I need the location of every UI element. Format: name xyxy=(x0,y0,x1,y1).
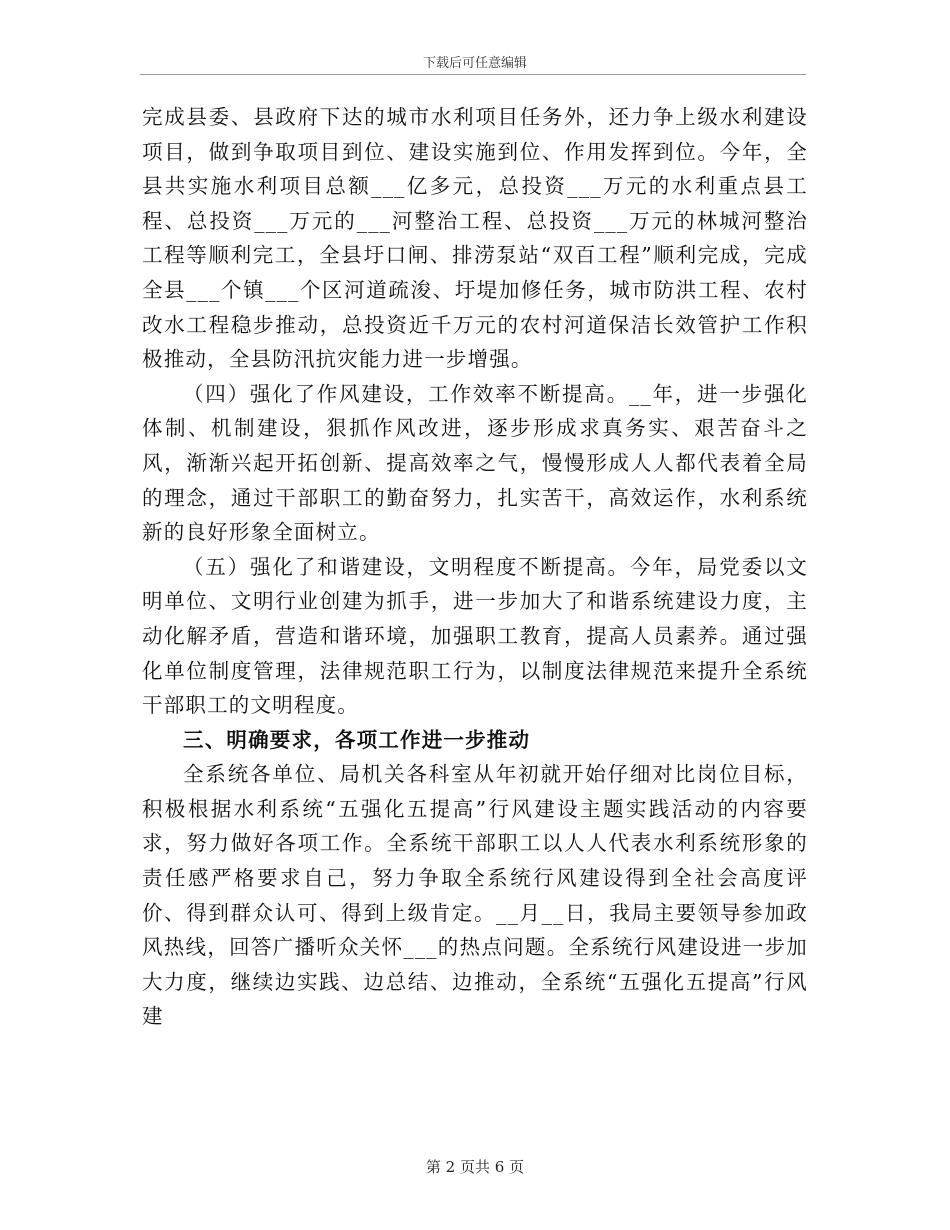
paragraph-section-3-body: 全系统各单位、局机关各科室从年初就开始仔细对比岗位目标，积极根据水利系统“五强化五提高”行风建设主题实践活动的内容要求，努力做好各项工作。全系统干部职工以人人代表水利系统形象的责任感严格要求自己，努力争取全系统行风建设得到全社会高度评价、得到群众认可、得到上级肯定。__月__日，我局主要领导参加政风热线，回答广播听众关怀___的热点问题。全系统行风建设进一步加大力度，继续边实践、边总结、边推动，全系统“五强化五提高”行风建 xyxy=(142,762,808,1029)
header-divider xyxy=(140,74,806,75)
section-heading-3: 三、明确要求，各项工作进一步推动 xyxy=(183,727,531,752)
paragraph-continued: 完成县委、县政府下达的城市水利项目任务外，还力争上级水利建设项目，做到争取项目到位、建设实施到位、作用发挥到位。今年，全县共实施水利项目总额___亿多元，总投资___万元的水利重点县工程、总投资___万元的___河整治工程、总投资___万元的林城河整治工程等顺利完工，全县圩口闸、排涝泵站“双百工程”顺利完成，完成全县___个镇___个区河道疏浚、圩堤加修任务，城市防洪工程、农村改水工程稳步推动，总投资近千万元的农村河道保洁长效管护工作积极推动，全县防汛抗灾能力进一步增强。 xyxy=(142,105,808,372)
document-body xyxy=(142,100,808,1034)
page-header: 下载后可任意编辑 xyxy=(422,56,527,71)
paragraph-section-5: （五）强化了和谐建设，文明程度不断提高。今年，局党委以文明单位、文明行业创建为抓手，进一步加大了和谐系统建设力度，主动化解矛盾，营造和谐环境，加强职工教育，提高人员素养。通过强化单位制度管理，法律规范职工行为，以制度法律规范来提升全系统干部职工的文明程度。 xyxy=(142,554,808,718)
paragraph-section-4: （四）强化了作风建设，工作效率不断提高。__年，进一步强化体制、机制建设，狠抓作风改进，逐步形成求真务实、艰苦奋斗之风，渐渐兴起开拓创新、提高效率之气，慢慢形成人人都代表着全局的理念，通过干部职工的勤奋努力，扎实苦干，高效运作，水利系统新的良好形象全面树立。 xyxy=(142,381,808,545)
page-footer: 第 2 页共 6 页 xyxy=(425,1158,525,1176)
